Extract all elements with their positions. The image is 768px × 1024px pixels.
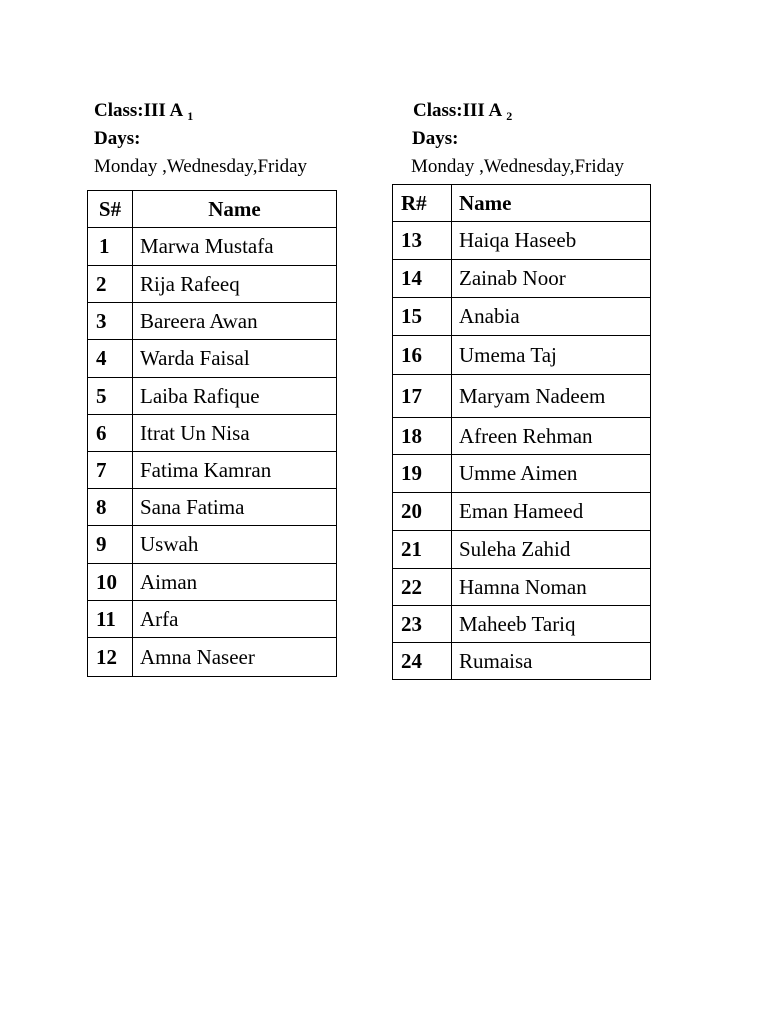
class-a1-days-label: Days: bbox=[94, 128, 141, 149]
table-row bbox=[88, 266, 337, 303]
class-a1-days-value: Monday ,Wednesday,Friday bbox=[94, 156, 308, 177]
class-a2-roster-table bbox=[392, 184, 651, 680]
table-row bbox=[393, 222, 651, 260]
table-header-row bbox=[88, 191, 337, 228]
student-number: 24 bbox=[393, 643, 452, 680]
student-name: Aiman bbox=[133, 564, 337, 601]
student-number: 10 bbox=[88, 564, 133, 601]
student-name: Marwa Mustafa bbox=[133, 228, 337, 266]
student-name: Amna Naseer bbox=[133, 638, 337, 677]
class-a2-subscript: 2 bbox=[506, 109, 513, 123]
table-row bbox=[88, 303, 337, 340]
class-a1-subscript: 1 bbox=[187, 109, 194, 123]
table-row bbox=[393, 531, 651, 569]
student-number: 11 bbox=[88, 601, 133, 638]
student-name: Maryam Nadeem bbox=[452, 375, 651, 418]
student-number: 13 bbox=[393, 222, 452, 260]
student-number: 18 bbox=[393, 418, 452, 455]
student-name: Umme Aimen bbox=[452, 455, 651, 493]
student-name: Umema Taj bbox=[452, 336, 651, 375]
table-row bbox=[393, 569, 651, 606]
table-row bbox=[393, 606, 651, 643]
table-row bbox=[393, 643, 651, 680]
student-number: 22 bbox=[393, 569, 452, 606]
student-name: Arfa bbox=[133, 601, 337, 638]
roll-number-header: R# bbox=[393, 185, 452, 222]
student-number: 2 bbox=[88, 266, 133, 303]
class-a2-title bbox=[413, 100, 512, 122]
student-number: 12 bbox=[88, 638, 133, 677]
student-name: Fatima Kamran bbox=[133, 452, 337, 489]
student-name: Hamna Noman bbox=[452, 569, 651, 606]
student-name: Haiqa Haseeb bbox=[452, 222, 651, 260]
student-name: Anabia bbox=[452, 298, 651, 336]
student-number: 17 bbox=[393, 375, 452, 418]
class-a1-title bbox=[94, 100, 193, 122]
student-number: 14 bbox=[393, 260, 452, 298]
student-name: Itrat Un Nisa bbox=[133, 415, 337, 452]
table-row bbox=[393, 375, 651, 418]
class-a2-label: Class:III A bbox=[413, 100, 503, 121]
student-number: 16 bbox=[393, 336, 452, 375]
student-number: 23 bbox=[393, 606, 452, 643]
table-header-row bbox=[393, 185, 651, 222]
student-number: 8 bbox=[88, 489, 133, 526]
student-number: 4 bbox=[88, 340, 133, 378]
student-name: Afreen Rehman bbox=[452, 418, 651, 455]
class-a2-days-label: Days: bbox=[412, 128, 459, 149]
student-number: 5 bbox=[88, 378, 133, 415]
student-number: 7 bbox=[88, 452, 133, 489]
table-row bbox=[88, 489, 337, 526]
table-row bbox=[88, 378, 337, 415]
table-row bbox=[393, 298, 651, 336]
student-name: Laiba Rafique bbox=[133, 378, 337, 415]
student-number: 19 bbox=[393, 455, 452, 493]
class-a1-label: Class:III A bbox=[94, 100, 184, 121]
student-number: 15 bbox=[393, 298, 452, 336]
table-row bbox=[393, 418, 651, 455]
table-row bbox=[393, 493, 651, 531]
table-row bbox=[393, 455, 651, 493]
table-row bbox=[393, 336, 651, 375]
table-row bbox=[88, 638, 337, 677]
student-name: Suleha Zahid bbox=[452, 531, 651, 569]
student-number: 9 bbox=[88, 526, 133, 564]
name-header: Name bbox=[452, 185, 651, 222]
student-name: Rumaisa bbox=[452, 643, 651, 680]
serial-number-header: S# bbox=[88, 191, 133, 228]
table-row bbox=[393, 260, 651, 298]
student-number: 21 bbox=[393, 531, 452, 569]
table-row bbox=[88, 601, 337, 638]
student-name: Bareera Awan bbox=[133, 303, 337, 340]
student-name: Zainab Noor bbox=[452, 260, 651, 298]
student-name: Rija Rafeeq bbox=[133, 266, 337, 303]
student-number: 3 bbox=[88, 303, 133, 340]
table-row bbox=[88, 340, 337, 378]
table-row bbox=[88, 452, 337, 489]
table-row bbox=[88, 564, 337, 601]
table-row bbox=[88, 526, 337, 564]
table-row bbox=[88, 228, 337, 266]
student-number: 6 bbox=[88, 415, 133, 452]
student-name: Maheeb Tariq bbox=[452, 606, 651, 643]
student-number: 20 bbox=[393, 493, 452, 531]
student-name: Eman Hameed bbox=[452, 493, 651, 531]
student-name: Warda Faisal bbox=[133, 340, 337, 378]
student-number: 1 bbox=[88, 228, 133, 266]
class-a2-days-value: Monday ,Wednesday,Friday bbox=[411, 156, 625, 177]
class-a1-roster-table bbox=[87, 190, 337, 677]
name-header: Name bbox=[133, 191, 337, 228]
table-row bbox=[88, 415, 337, 452]
student-name: Uswah bbox=[133, 526, 337, 564]
student-name: Sana Fatima bbox=[133, 489, 337, 526]
